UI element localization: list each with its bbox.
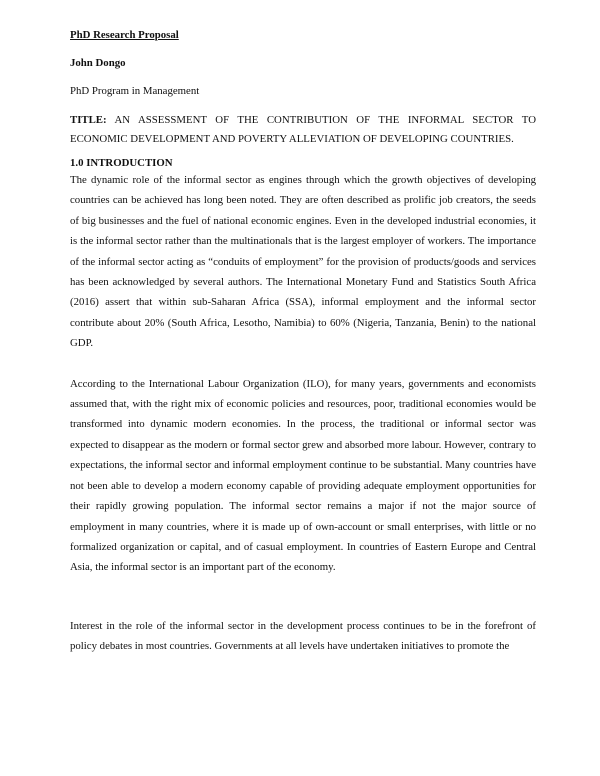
document-page bbox=[70, 28, 536, 657]
section-heading: 1.0 INTRODUCTION bbox=[70, 157, 173, 169]
paragraph-3: Interest in the role of the informal sector in the development process continues to be in the forefront of policy debates in most countries. Governments at all levels have undertaken initiatives to promote the bbox=[70, 619, 536, 653]
title-label: TITLE: bbox=[70, 114, 107, 126]
document-label: PhD Research Proposal bbox=[70, 29, 179, 41]
author-name: John Dongo bbox=[70, 57, 126, 69]
paragraph-1: The dynamic role of the informal sector as engines through which the growth objectives of developing countries can be achieved has long been noted. They are often described as prolific job creators, the seeds of big businesses and the fuel of national economic engines. Even in the developed industrial economies, it is the informal sector rather than the multinationals that is the largest employer of workers. The importance of the informal sector acting as “conduits of employment” for the provision of products/goods and services has been acknowledged by several authors. The International Monetary Fund and Statistics South Africa (2016) assert that within sub-Saharan Africa (SSA), informal employment and the informal sector contribute about 20% (South Africa, Lesotho, Namibia) to 60% (Nigeria, Tanzania, Benin) to the national GDP. bbox=[70, 174, 536, 350]
paragraph-2: According to the International Labour Organization (ILO), for many years, governments and economists assumed that, with the right mix of economic policies and resources, poor, traditional economies would be transformed into dynamic modern economies. In the process, the traditional or informal sector was expected to disappear as the modern or formal sector grew and absorbed more labour. However, contrary to expectations, the informal sector and informal employment continue to be substantial. Many countries have not been able to develop a modern economy capable of providing adequate employment opportunities for their rapidly growing population. The informal sector remains a major if not the major source of employment in many countries, where it is made up of own-account or small enterprises, with little or no formalized organization or capital, and of casual employment. In countries of Eastern Europe and Central Asia, the informal sector is an important part of the economy. bbox=[70, 377, 536, 574]
title-text: AN ASSESSMENT OF THE CONTRIBUTION OF THE INFORMAL SECTOR TO ECONOMIC DEVELOPMENT AND POVERTY ALLEVIATION OF DEVELOPING COUNTRIES. bbox=[70, 114, 536, 145]
proposal-title bbox=[70, 111, 536, 148]
program-name: PhD Program in Management bbox=[70, 85, 200, 97]
